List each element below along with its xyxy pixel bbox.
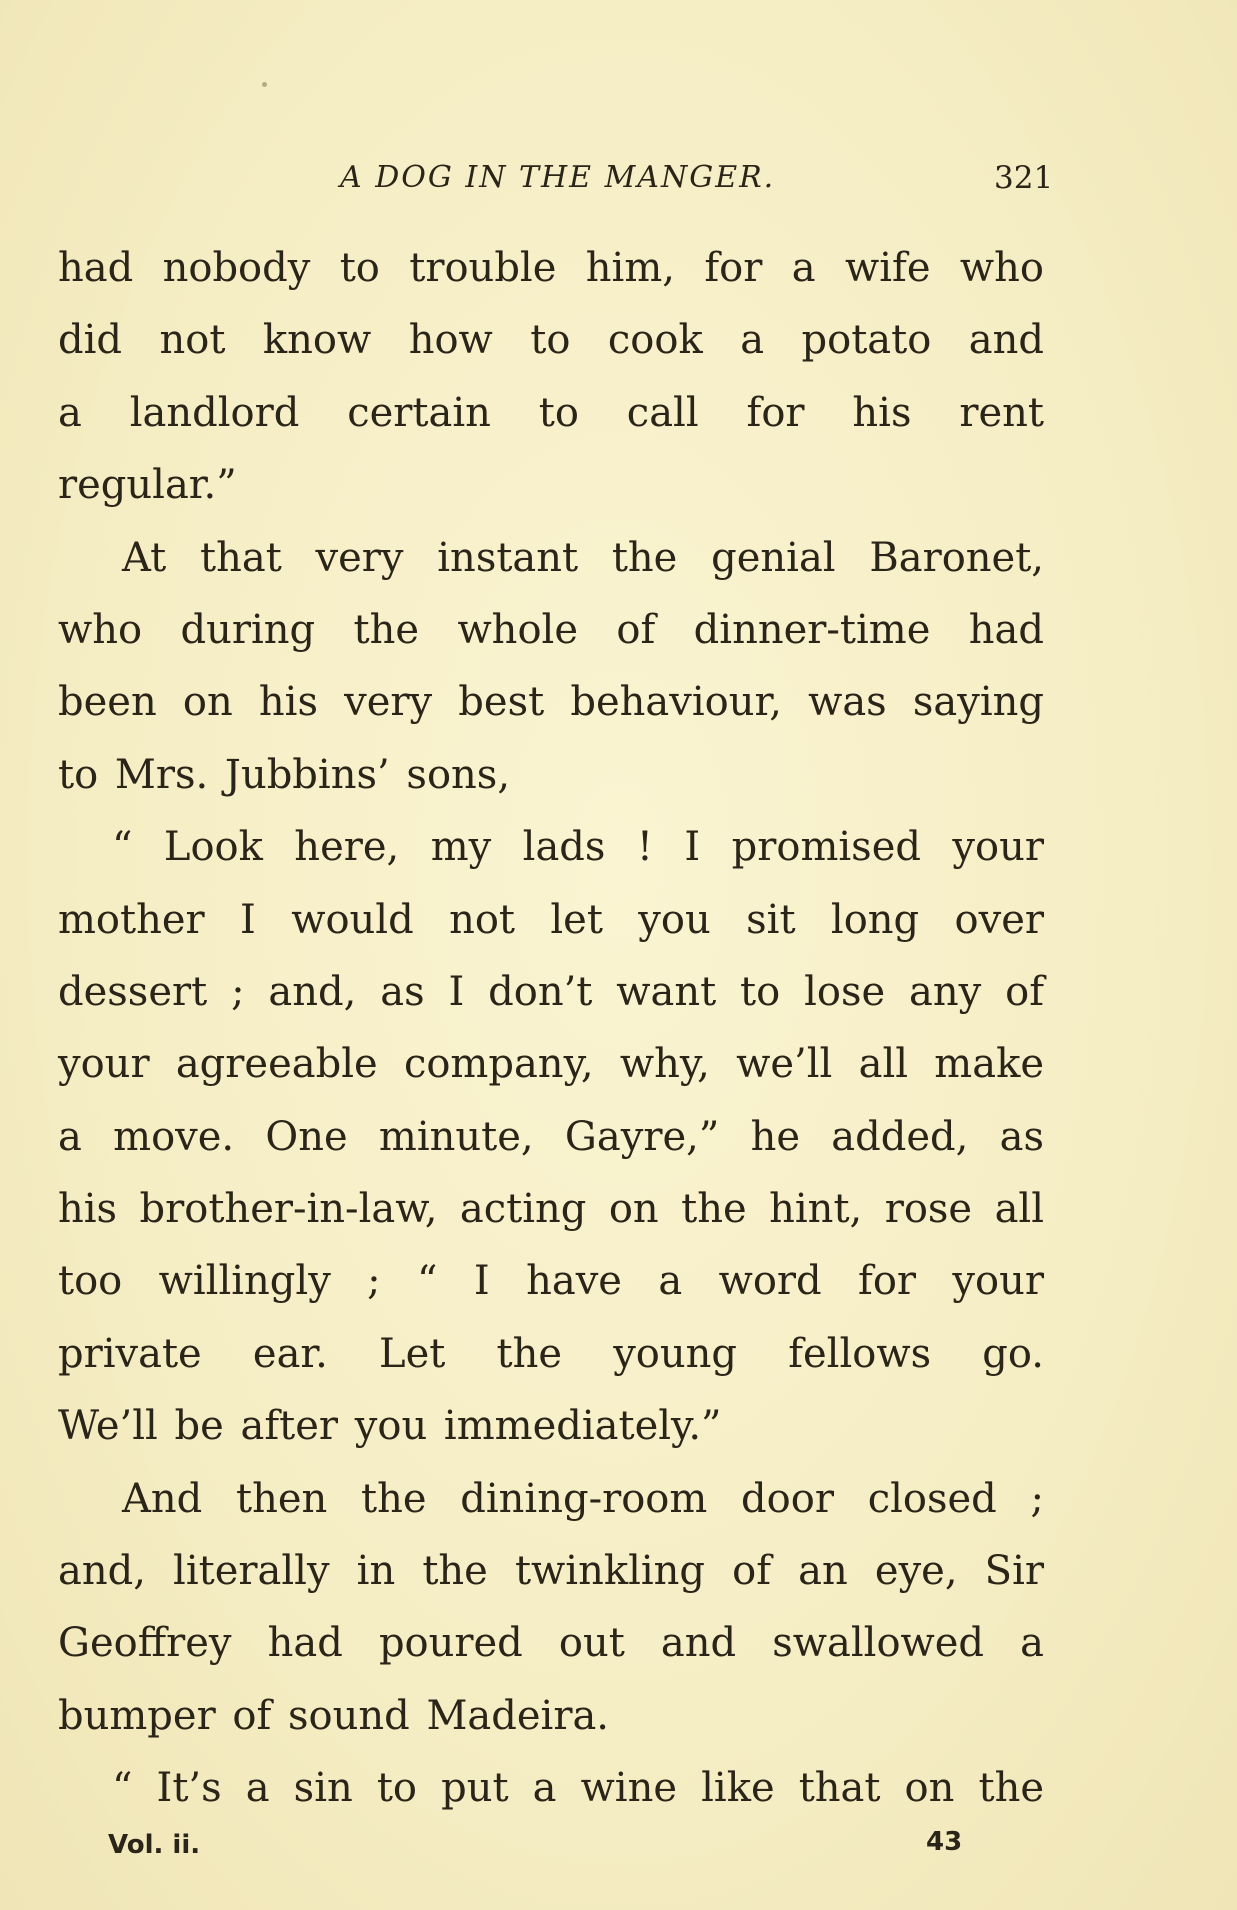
text-line: dessert ; and, as I don’t want to lose any of bbox=[58, 968, 1044, 1015]
text-line: to Mrs. Jubbins’ sons, bbox=[58, 751, 511, 798]
text-line: had nobody to trouble him, for a wife who bbox=[58, 245, 1044, 291]
text-line: We’ll be after you immediately.” bbox=[58, 1403, 722, 1450]
gathering-signature: 43 bbox=[926, 1827, 963, 1857]
text-line: At that very instant the genial Baronet, bbox=[122, 534, 1044, 581]
text-line: been on his very best behaviour, was saying bbox=[58, 679, 1044, 726]
volume-signature: Vol. ii. bbox=[108, 1830, 201, 1860]
text-line: Geoffrey had poured out and swallowed a bbox=[58, 1620, 1044, 1667]
text-line: And then the dining-room door closed ; bbox=[122, 1475, 1044, 1522]
text-line: “ It’s a sin to put a wine like that on the bbox=[112, 1765, 1044, 1812]
page-number: 321 bbox=[994, 160, 1054, 196]
text-line: your agreeable company, why, we’ll all make bbox=[58, 1041, 1044, 1088]
text-line: too willingly ; “ I have a word for your bbox=[58, 1258, 1044, 1305]
text-line: his brother-in-law, acting on the hint, rose all bbox=[58, 1186, 1044, 1233]
text-line: did not know how to cook a potato and bbox=[58, 317, 1044, 364]
body-text bbox=[58, 232, 1044, 1825]
running-title: A DOG IN THE MANGER. bbox=[340, 160, 776, 195]
text-line: a landlord certain to call for his rent bbox=[58, 389, 1044, 436]
text-line: “ Look here, my lads ! I promised your bbox=[112, 824, 1044, 871]
text-line: and, literally in the twinkling of an eye, Sir bbox=[58, 1548, 1044, 1595]
text-line: regular.” bbox=[58, 462, 237, 509]
text-line: who during the whole of dinner-time had bbox=[58, 606, 1044, 653]
text-line: bumper of sound Madeira. bbox=[58, 1692, 610, 1739]
text-line: private ear. Let the young fellows go. bbox=[58, 1330, 1044, 1377]
text-line: mother I would not let you sit long over bbox=[58, 896, 1044, 943]
text-line: a move. One minute, Gayre,” he added, as bbox=[58, 1113, 1044, 1160]
ink-speck bbox=[262, 82, 267, 87]
